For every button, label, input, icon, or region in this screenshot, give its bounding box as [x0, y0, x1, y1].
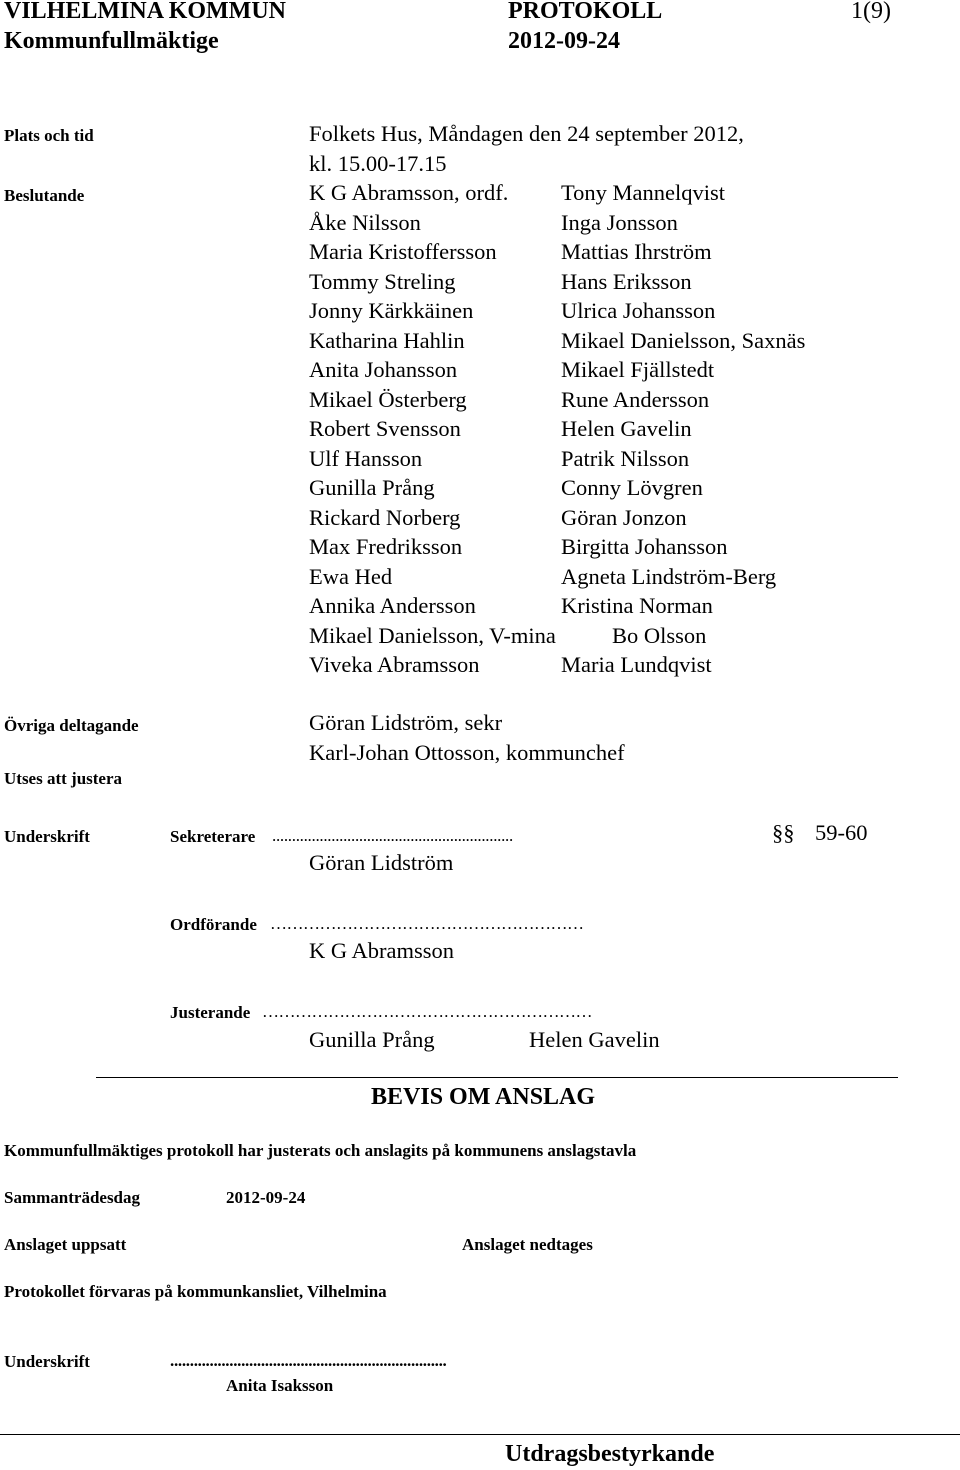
decider-left: Jonny Kärkkäinen: [309, 298, 474, 323]
secretary-label: Sekreterare: [170, 827, 256, 846]
posted-label: Anslaget uppsatt: [4, 1235, 127, 1254]
decider-left: Mikael Österberg: [309, 386, 467, 412]
decider-left: Max Fredriksson: [309, 534, 463, 559]
decider-right: Göran Jonzon: [561, 504, 687, 530]
decider-right: Ulrica Johansson: [561, 298, 716, 323]
footer-divider: [0, 1434, 960, 1435]
other-participant: Göran Lidström, sekr: [309, 710, 503, 735]
chair-signature-line: …………………………………………………: [270, 914, 584, 933]
decider-right: Inga Jonsson: [561, 209, 678, 235]
document-type: PROTOKOLL: [508, 0, 663, 24]
decider-right: Hans Eriksson: [561, 268, 692, 294]
notice-signer: Anita Isaksson: [226, 1376, 334, 1395]
decider-left: Katharina Hahlin: [309, 327, 465, 353]
decider-right: Rune Andersson: [561, 386, 710, 412]
decider-left: Viveka Abramsson: [309, 652, 480, 677]
section-symbol: §§: [772, 820, 795, 845]
place-line-1: Folkets Hus, Måndagen den 24 september 2012,: [309, 121, 744, 146]
sections-range: 59-60: [815, 820, 868, 845]
place-time-label: Plats och tid: [4, 126, 94, 145]
secretary-signature-line: .............................................................: [272, 826, 513, 845]
extract-certification-title: Utdragsbestyrkande: [505, 1441, 715, 1467]
decider-right: Mattias Ihrström: [561, 239, 712, 264]
decider-left: Maria Kristoffersson: [309, 239, 497, 264]
adjuster-name-2: Helen Gavelin: [529, 1027, 660, 1052]
notice-signature-label: Underskrift: [4, 1352, 90, 1371]
decider-left: Robert Svensson: [309, 416, 461, 441]
chair-label: Ordförande: [170, 915, 257, 934]
decider-right: Conny Lövgren: [561, 475, 703, 500]
chair-name: K G Abramsson: [309, 938, 454, 963]
adjuster-signature-line: ……………………………………………………: [262, 1002, 592, 1021]
assembly-name: Kommunfullmäktige: [4, 28, 219, 54]
meeting-date-label: Sammanträdesdag: [4, 1188, 141, 1207]
place-line-2: kl. 15.00-17.15: [309, 151, 447, 176]
decider-right: Helen Gavelin: [561, 416, 692, 441]
decider-right: Maria Lundqvist: [561, 652, 712, 677]
secretary-name: Göran Lidström: [309, 850, 454, 875]
other-participant: Karl-Johan Ottosson, kommunchef: [309, 740, 625, 765]
decider-left: Gunilla Prång: [309, 475, 435, 500]
decider-right: Agneta Lindström-Berg: [561, 563, 777, 589]
decider-left: Tommy Streling: [309, 268, 456, 294]
municipality-name: VILHELMINA KOMMUN: [4, 0, 286, 24]
decider-right: Birgitta Johansson: [561, 534, 728, 559]
adjuster-name-1: Gunilla Prång: [309, 1027, 435, 1052]
others-label: Övriga deltagande: [4, 716, 139, 735]
decider-left: Ulf Hansson: [309, 445, 423, 471]
decider-right: Patrik Nilsson: [561, 445, 690, 471]
decider-left: Åke Nilsson: [309, 209, 421, 235]
adjuster-label: Justerande: [170, 1003, 251, 1022]
decider-left: Anita Johansson: [309, 357, 458, 382]
decider-left: Annika Andersson: [309, 593, 476, 618]
storage-statement: Protokollet förvaras på kommunkansliet, Vilhelmina: [4, 1282, 387, 1301]
notice-statement: Kommunfullmäktiges protokoll har justerats och anslagits på kommunens anslagstavla: [4, 1141, 637, 1160]
decider-left: Rickard Norberg: [309, 504, 461, 530]
decider-right: Mikael Fjällstedt: [561, 357, 715, 382]
decider-right: Kristina Norman: [561, 593, 713, 618]
decider-right: Bo Olsson: [612, 622, 707, 648]
page-number: 1(9): [851, 0, 891, 24]
decider-left: Mikael Danielsson, V-mina: [309, 622, 556, 648]
deciders-label: Beslutande: [4, 186, 85, 205]
meeting-date-value: 2012-09-24: [226, 1188, 306, 1207]
notice-title: BEVIS OM ANSLAG: [371, 1084, 596, 1110]
decider-left: K G Abramsson, ordf.: [309, 180, 509, 205]
notice-signature-line: ......................................................................: [170, 1351, 447, 1370]
removed-label: Anslaget nedtages: [462, 1235, 593, 1254]
decider-right: Tony Mannelqvist: [561, 180, 726, 205]
section-divider: [96, 1077, 898, 1078]
header-date: 2012-09-24: [508, 28, 620, 54]
adjusters-label: Utses att justera: [4, 769, 123, 788]
signature-label: Underskrift: [4, 827, 90, 846]
decider-right: Mikael Danielsson, Saxnäs: [561, 327, 806, 353]
decider-left: Ewa Hed: [309, 563, 393, 589]
